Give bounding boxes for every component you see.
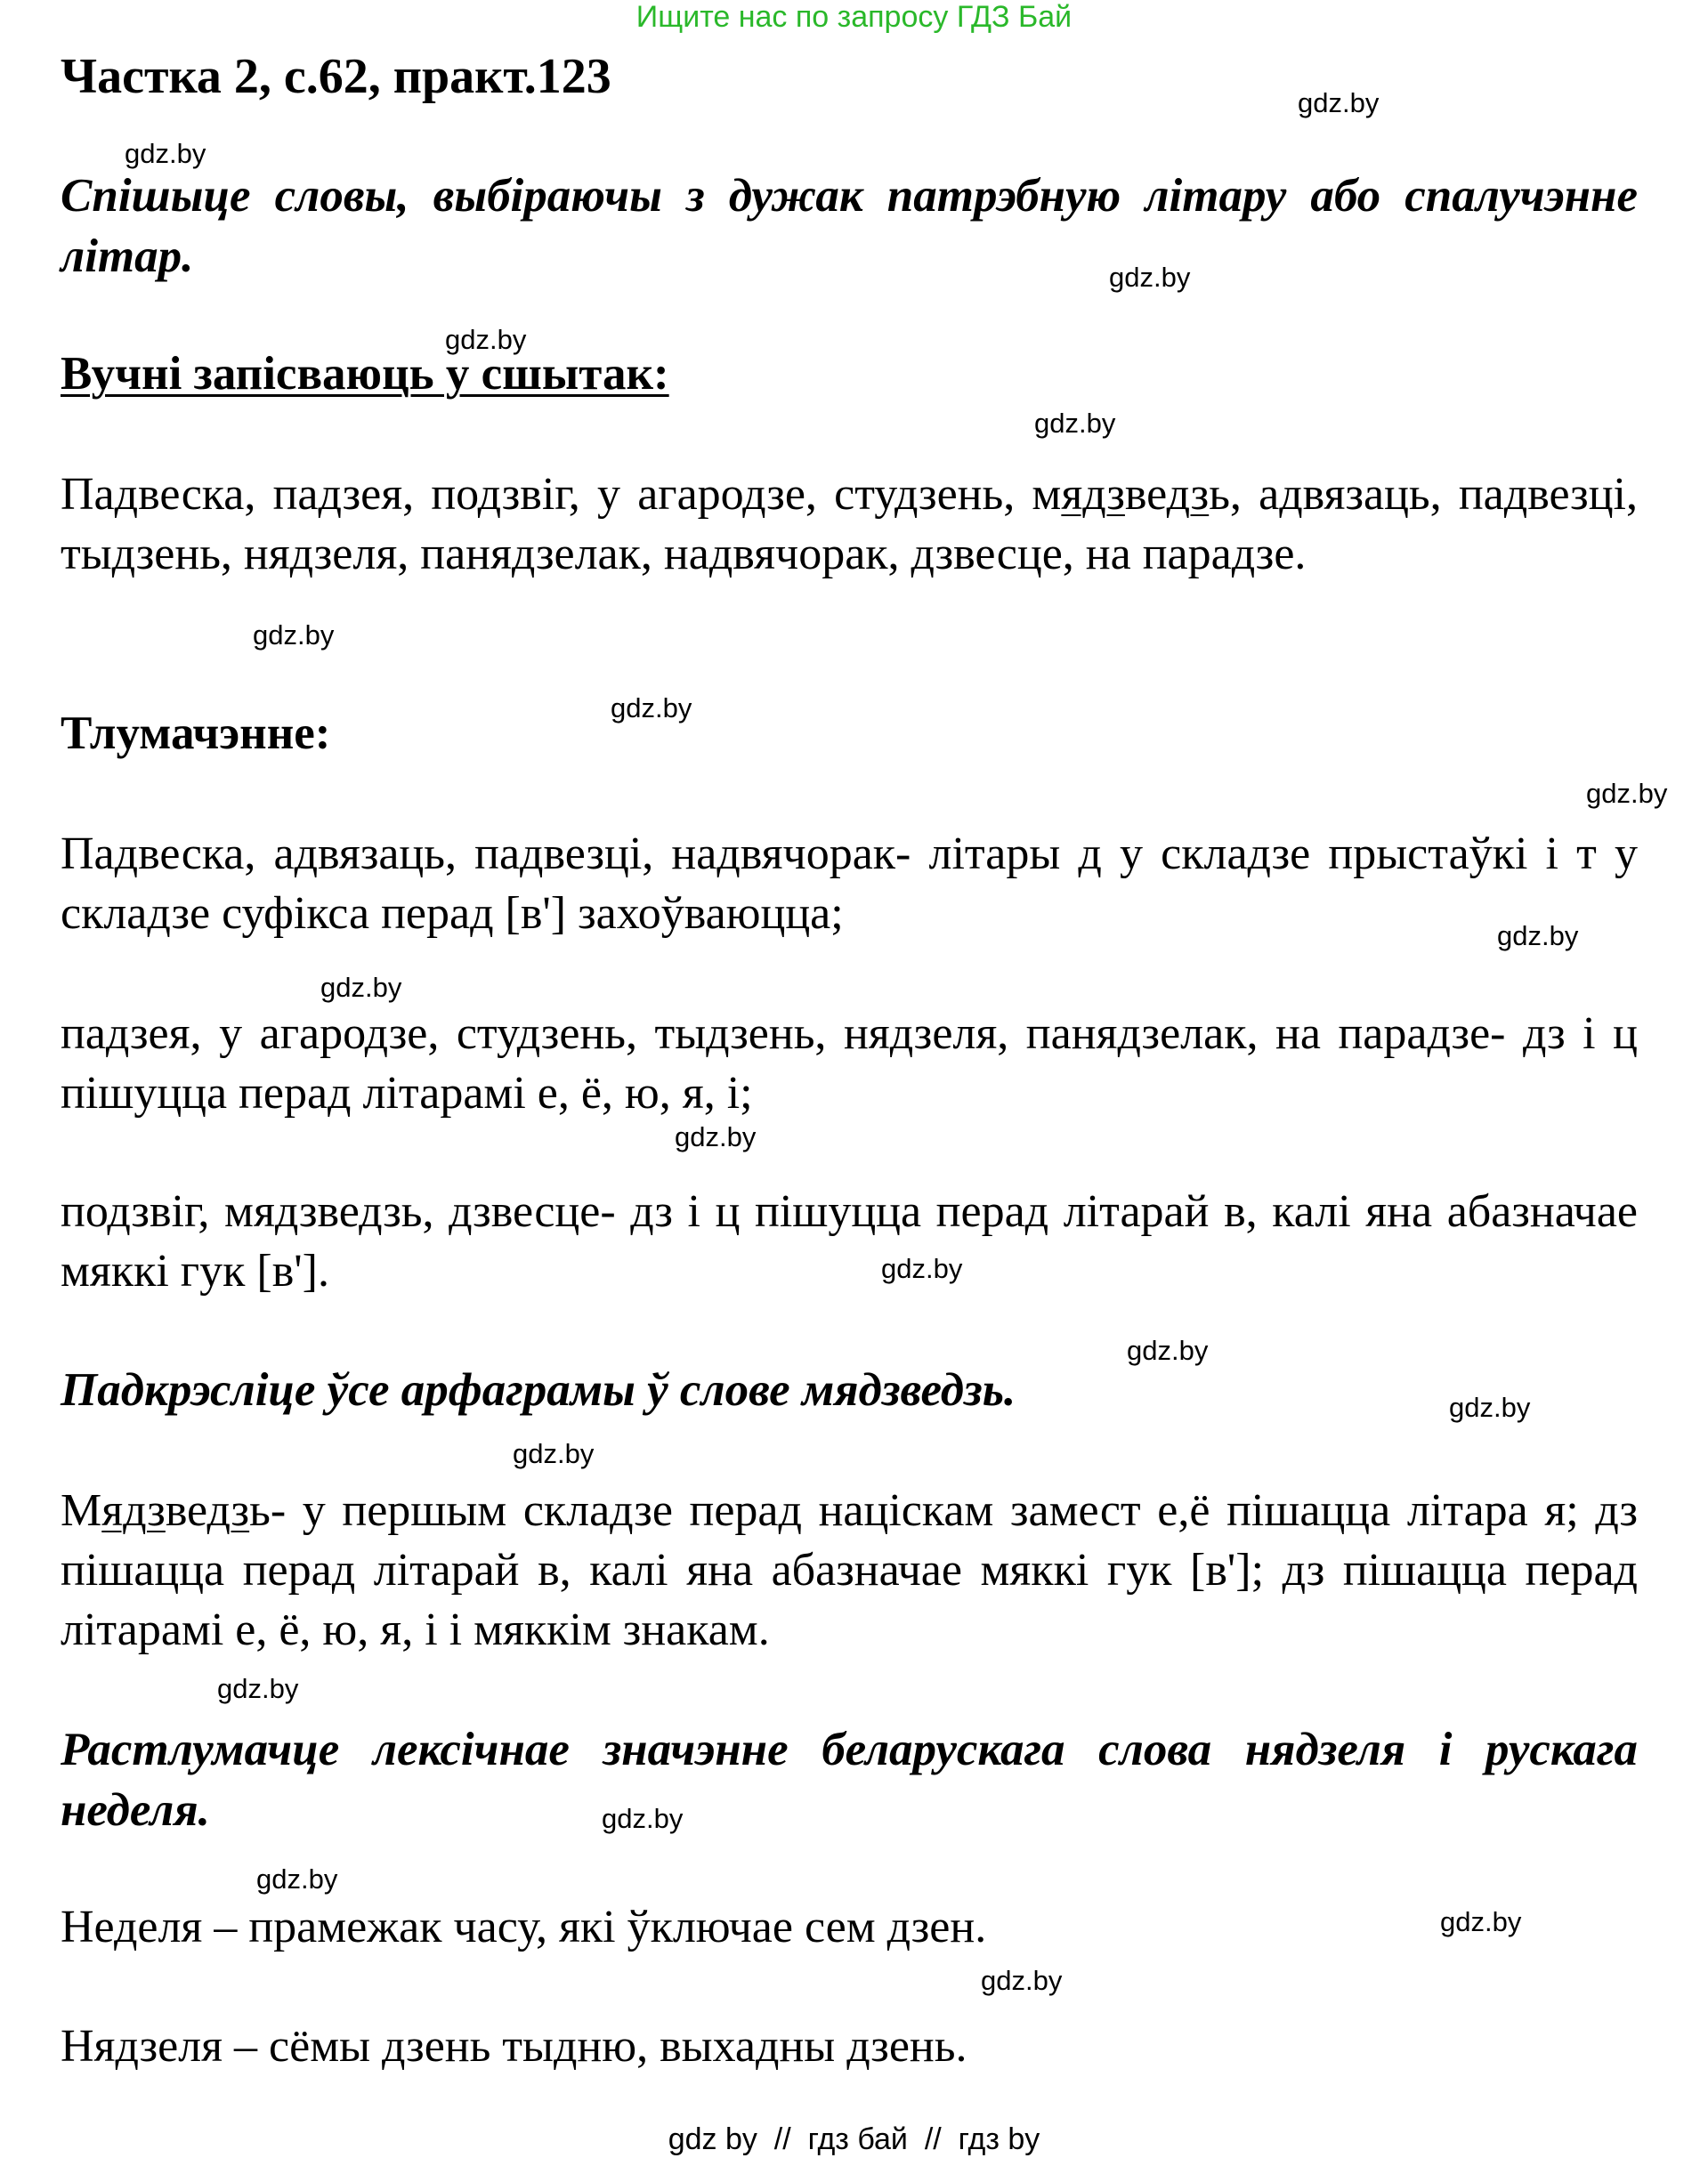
- answer-2-text-post: ь- у першым складзе перад націскам замест е,ё пішацца літара я; дз пішацца перад літарай в, калі яна абазначае мяккі гук [в']; дз пішацца перад літарамі е, ё, ю, я, і і мяккім знакам.: [61, 1485, 1638, 1655]
- orthogram-3: ядз: [101, 1485, 166, 1536]
- task-1: Спішыце словы, выбіраючы з дужак патрэбную літару або спалучэнне літар.: [61, 170, 1638, 282]
- search-banner[interactable]: Ищите нас по запросу ГДЗ Бай: [635, 0, 1073, 34]
- watermark: gdz.by: [1127, 1335, 1209, 1366]
- watermark: gdz.by: [675, 1121, 757, 1152]
- watermark: gdz.by: [1298, 87, 1380, 118]
- explain-1: Падвеска, адвязаць, падвезці, надвячорак- літары д у складзе прыстаўкі і т у складзе суфікса перад [в'] захоўваюцца;: [61, 828, 1638, 939]
- definition-1: Неделя – прамежак часу, які ўключае сем дзен.: [61, 1902, 987, 1952]
- watermark: gdz.by: [1449, 1392, 1531, 1423]
- task-2: Падкрэсліце ўсе арфаграмы ў слове мядзведзь.: [61, 1364, 1016, 1416]
- definition-2: Нядзеля – сёмы дзень тыдню, выхадны дзень.: [61, 2021, 967, 2072]
- explain-3: подзвіг, мядзведзь, дзвесце- дз і ц пішуцца перад літарай в, калі яна абазначае мяккі гук [в'].: [61, 1186, 1638, 1297]
- answer-1-text-pre: Падвеска, падзея, подзвіг, у агародзе, студзень, м: [61, 469, 1062, 520]
- orthogram-1: ядз: [1061, 469, 1125, 520]
- watermark: gdz.by: [256, 1863, 338, 1895]
- watermark: gdz.by: [1109, 262, 1191, 293]
- answer-1-text-post: ь, адвязаць, падвезці, тыдзень, нядзеля, панядзелак, надвячорак, дзвесце, на парадзе.: [61, 469, 1638, 579]
- watermark: gdz.by: [253, 619, 335, 651]
- answer-2-text-pre: М: [61, 1485, 102, 1536]
- page-title: Частка 2, с.62, практ.123: [61, 49, 611, 104]
- pupils-heading: Вучні запісваюць у сшытак:: [61, 348, 669, 400]
- answer-2: [61, 1481, 1638, 1660]
- watermark: gdz.by: [602, 1803, 684, 1834]
- watermark: gdz.by: [217, 1673, 299, 1704]
- watermark: gdz.by: [513, 1438, 595, 1469]
- task-3: Растлумачце лексічнае значэнне беларускага слова нядзеля і рускага неделя.: [61, 1724, 1638, 1836]
- orthogram-2: дз: [1166, 469, 1210, 520]
- watermark: gdz.by: [1586, 778, 1668, 809]
- watermark: gdz.by: [320, 972, 402, 1003]
- answer-1-text-mid: ве: [1124, 469, 1167, 520]
- footer-watermark: gdz by // гдз бай // гдз by: [668, 2122, 1040, 2156]
- watermark: gdz.by: [1034, 408, 1116, 439]
- orthogram-4: дз: [206, 1485, 250, 1536]
- watermark: gdz.by: [1440, 1906, 1522, 1937]
- explain-heading: Тлумачэнне:: [61, 707, 331, 759]
- answer-1: [61, 465, 1638, 584]
- watermark: gdz.by: [125, 138, 206, 169]
- explain-2: падзея, у агародзе, студзень, тыдзень, нядзеля, панядзелак, на парадзе- дз і ц пішуцца перад літарамі е, ё, ю, я, і;: [61, 1008, 1638, 1119]
- watermark: gdz.by: [445, 324, 527, 355]
- answer-2-text-mid: ве: [165, 1485, 207, 1536]
- watermark: gdz.by: [611, 692, 692, 723]
- watermark: gdz.by: [981, 1965, 1063, 1996]
- watermark: gdz.by: [881, 1253, 963, 1284]
- watermark: gdz.by: [1497, 920, 1579, 951]
